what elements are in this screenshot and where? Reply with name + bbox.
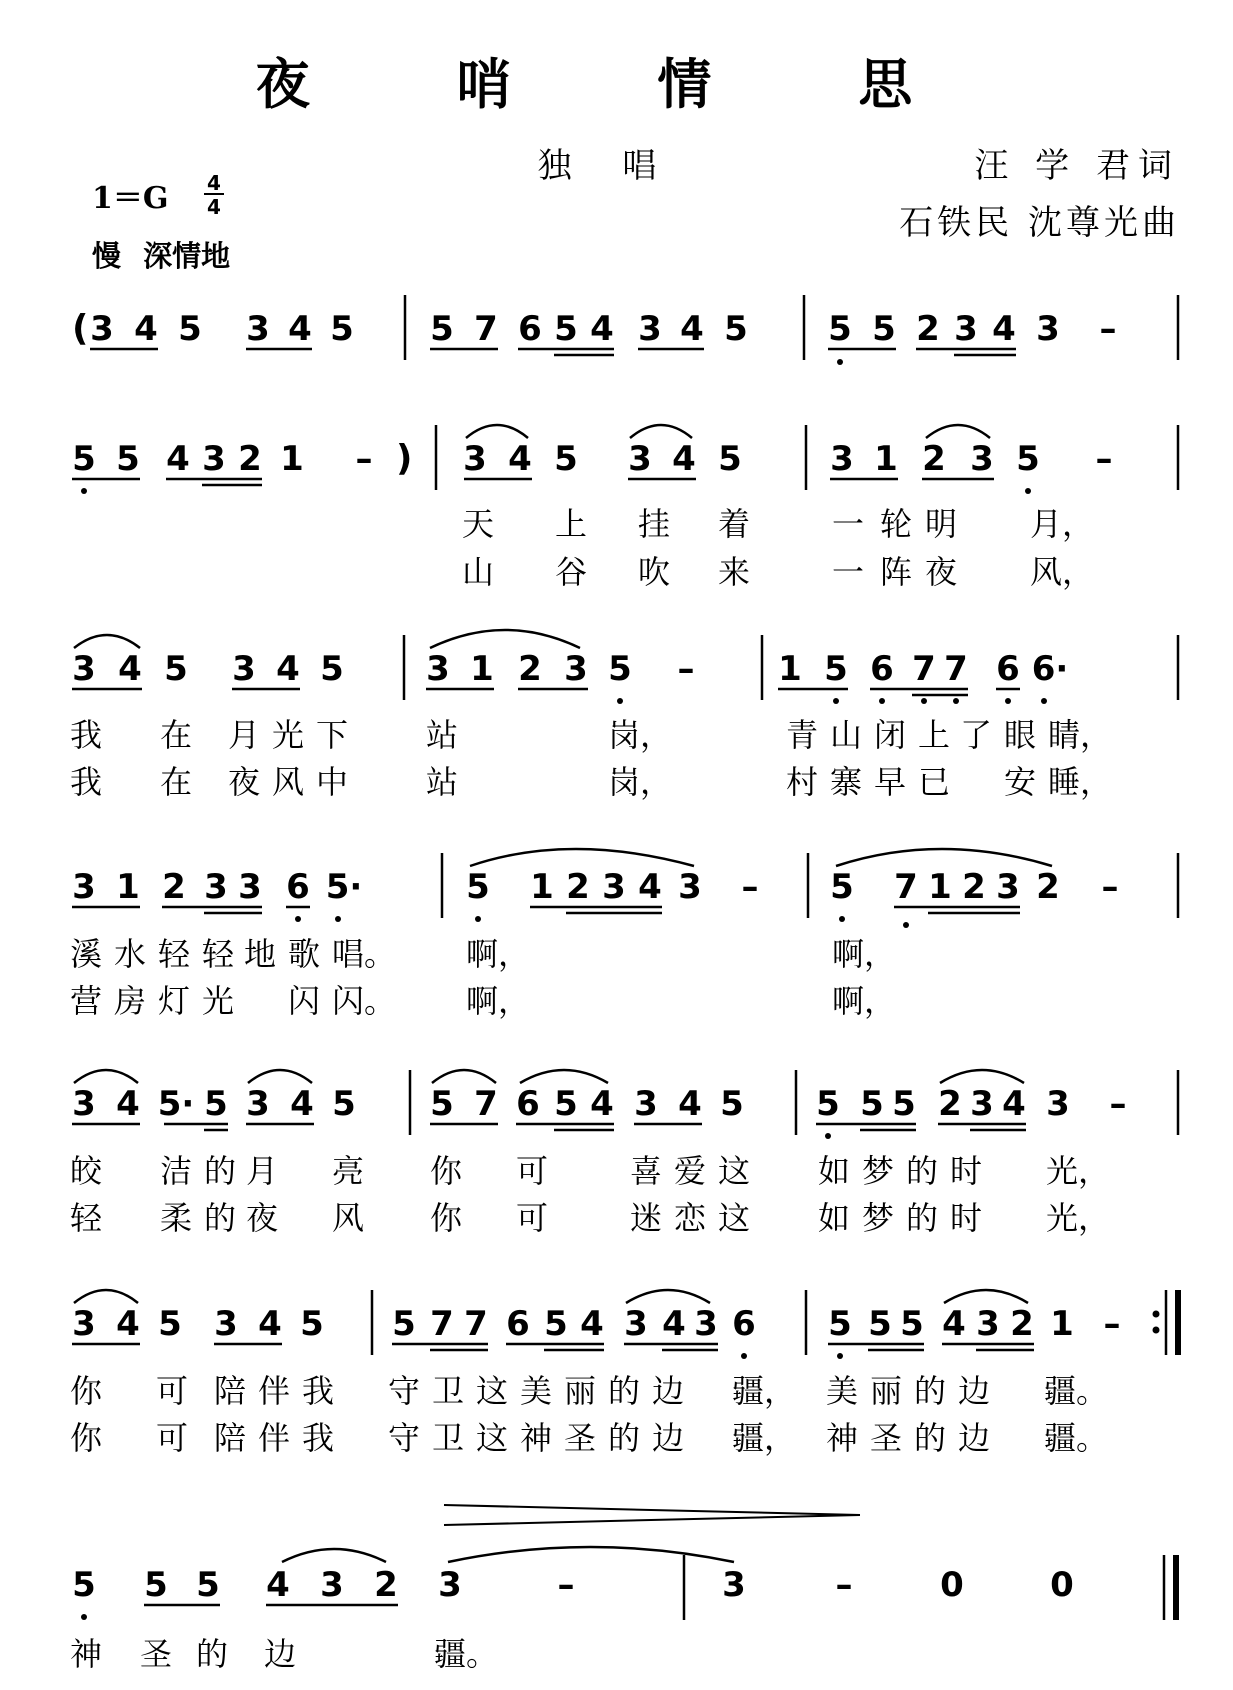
performance-type: 独 唱	[537, 146, 677, 186]
svg-text:的: 的	[204, 1152, 237, 1190]
svg-text:5: 5	[718, 439, 742, 479]
svg-text:伴: 伴	[258, 1419, 291, 1457]
score-line-1	[72, 295, 1178, 365]
svg-text:挂: 挂	[638, 505, 671, 543]
svg-text:3: 3	[628, 439, 652, 479]
svg-text:安: 安	[1004, 763, 1037, 801]
svg-text:3: 3	[1036, 309, 1060, 349]
svg-text:边: 边	[958, 1419, 991, 1457]
svg-text:4: 4	[290, 1084, 314, 1124]
svg-text:4: 4	[508, 439, 532, 479]
svg-text:歌: 歌	[288, 935, 321, 973]
svg-text:营: 营	[70, 982, 103, 1020]
svg-text:–: –	[741, 867, 759, 907]
svg-text:3: 3	[564, 649, 588, 689]
svg-text:5: 5	[300, 1304, 324, 1344]
svg-text:4: 4	[680, 309, 704, 349]
svg-text:4: 4	[942, 1304, 966, 1344]
svg-text:你: 你	[430, 1152, 463, 1190]
svg-text:的: 的	[906, 1199, 939, 1237]
time-signature-bottom: 4	[207, 195, 221, 219]
lyrics-line-6	[70, 1372, 1108, 1457]
svg-text:中: 中	[316, 763, 349, 801]
svg-text:6·: 6·	[1031, 649, 1069, 689]
svg-text:3: 3	[246, 1084, 270, 1124]
svg-text:3: 3	[320, 1565, 344, 1605]
svg-text:风: 风	[272, 763, 305, 801]
svg-text:2: 2	[566, 867, 590, 907]
svg-text:夜: 夜	[228, 763, 261, 801]
svg-text:–: –	[677, 649, 695, 689]
svg-text:这: 这	[476, 1372, 509, 1410]
svg-text:5·: 5·	[325, 867, 363, 907]
svg-text:的: 的	[608, 1372, 641, 1410]
score-line-2	[72, 425, 1178, 591]
svg-text:山: 山	[462, 553, 495, 591]
svg-text:轻: 轻	[70, 1199, 103, 1237]
svg-text:光，: 光，	[1046, 1152, 1111, 1190]
svg-text:5: 5	[554, 1084, 578, 1124]
svg-text:5: 5	[900, 1304, 924, 1344]
svg-text:3: 3	[970, 439, 994, 479]
svg-text:7: 7	[474, 309, 498, 349]
svg-text:我: 我	[70, 716, 103, 754]
svg-text:睛，: 睛，	[1048, 716, 1113, 754]
svg-text:闪: 闪	[288, 982, 321, 1020]
svg-text:4: 4	[116, 1304, 140, 1344]
svg-text:这: 这	[718, 1199, 751, 1237]
svg-text:6: 6	[732, 1304, 756, 1344]
svg-text:5: 5	[1016, 439, 1040, 479]
svg-text:5: 5	[164, 649, 188, 689]
svg-text:已: 已	[918, 763, 951, 801]
score-line-7	[70, 1505, 1176, 1673]
svg-text:下: 下	[316, 716, 349, 754]
svg-text:3: 3	[72, 1304, 96, 1344]
svg-text:4: 4	[638, 867, 662, 907]
svg-text:3: 3	[996, 867, 1020, 907]
svg-text:可: 可	[516, 1152, 549, 1190]
svg-text:–: –	[557, 1565, 575, 1605]
score-line-5	[70, 1070, 1178, 1237]
svg-text:5: 5	[554, 309, 578, 349]
svg-text:5: 5	[860, 1084, 884, 1124]
svg-text:站: 站	[426, 763, 459, 801]
svg-text:时: 时	[950, 1152, 983, 1190]
svg-text:我: 我	[302, 1372, 335, 1410]
svg-text:3: 3	[970, 1084, 994, 1124]
svg-text:2: 2	[922, 439, 946, 479]
svg-text:边: 边	[264, 1635, 297, 1673]
svg-text:卫: 卫	[432, 1372, 465, 1410]
song-title: 夜 哨 情 思	[255, 52, 977, 116]
svg-text:疆。: 疆。	[1044, 1419, 1109, 1457]
svg-text:–: –	[1095, 439, 1113, 479]
svg-text:5: 5	[724, 309, 748, 349]
svg-text:1: 1	[928, 867, 952, 907]
svg-text:): )	[396, 438, 413, 479]
svg-text:5: 5	[204, 1084, 228, 1124]
svg-text:1: 1	[778, 649, 802, 689]
svg-text:5: 5	[544, 1304, 568, 1344]
svg-text:啊，: 啊，	[466, 982, 531, 1020]
svg-text:3: 3	[238, 867, 262, 907]
svg-text:边: 边	[958, 1372, 991, 1410]
svg-text:4: 4	[288, 309, 312, 349]
svg-text:轻: 轻	[158, 935, 191, 973]
svg-text:阵: 阵	[880, 553, 913, 591]
svg-text:(: (	[72, 308, 89, 349]
lyrics-line-3	[70, 716, 1112, 801]
svg-text:来: 来	[718, 553, 751, 591]
svg-text:5: 5	[892, 1084, 916, 1124]
svg-text:溪: 溪	[70, 935, 103, 973]
svg-text:丽: 丽	[564, 1372, 597, 1410]
svg-text:5: 5	[720, 1084, 744, 1124]
svg-text:早: 早	[874, 763, 907, 801]
svg-text:3: 3	[214, 1304, 238, 1344]
svg-text:5: 5	[830, 867, 854, 907]
svg-text:卫: 卫	[432, 1419, 465, 1457]
svg-text:4: 4	[992, 309, 1016, 349]
svg-text:3: 3	[830, 439, 854, 479]
svg-text:2: 2	[938, 1084, 962, 1124]
svg-text:啊，: 啊，	[832, 935, 897, 973]
svg-text:睡，: 睡，	[1048, 763, 1113, 801]
svg-text:–: –	[355, 439, 373, 479]
svg-text:7: 7	[944, 649, 968, 689]
svg-text:7: 7	[430, 1304, 454, 1344]
svg-text:啊，: 啊，	[832, 982, 897, 1020]
svg-text:4: 4	[1002, 1084, 1026, 1124]
svg-text:洁: 洁	[160, 1152, 193, 1190]
svg-text:3: 3	[426, 649, 450, 689]
svg-text:1: 1	[874, 439, 898, 479]
svg-text:7: 7	[474, 1084, 498, 1124]
svg-text:4: 4	[590, 309, 614, 349]
svg-text:3: 3	[202, 439, 226, 479]
svg-text:疆。: 疆。	[434, 1635, 499, 1673]
svg-text:疆。: 疆。	[1044, 1372, 1109, 1410]
svg-text:迷: 迷	[630, 1199, 663, 1237]
svg-text:2: 2	[374, 1565, 398, 1605]
svg-text:3: 3	[602, 867, 626, 907]
svg-text:5: 5	[72, 439, 96, 479]
lyricist-credit: 汪 学 君词	[974, 146, 1180, 186]
svg-text:圣: 圣	[140, 1635, 173, 1673]
svg-text:灯: 灯	[158, 982, 191, 1020]
svg-text:4: 4	[266, 1565, 290, 1605]
svg-text:岗，: 岗，	[608, 716, 673, 754]
svg-text:6: 6	[516, 1084, 540, 1124]
svg-text:唱。: 唱。	[332, 935, 397, 973]
svg-text:明: 明	[925, 505, 958, 543]
svg-text:柔: 柔	[160, 1199, 193, 1237]
lyrics-line-7	[70, 1635, 498, 1673]
svg-text:1: 1	[116, 867, 140, 907]
svg-text:6: 6	[996, 649, 1020, 689]
svg-text:5: 5	[196, 1565, 220, 1605]
svg-text:3: 3	[1046, 1084, 1070, 1124]
svg-text:6: 6	[506, 1304, 530, 1344]
svg-text:–: –	[1099, 309, 1117, 349]
svg-text:4: 4	[258, 1304, 282, 1344]
svg-text:3: 3	[463, 439, 487, 479]
svg-text:3: 3	[694, 1304, 718, 1344]
svg-text:岗，: 岗，	[608, 763, 673, 801]
svg-text:的: 的	[196, 1635, 229, 1673]
svg-text:4: 4	[166, 439, 190, 479]
svg-text:5: 5	[872, 309, 896, 349]
svg-text:5: 5	[608, 649, 632, 689]
svg-text:3: 3	[954, 309, 978, 349]
svg-text:的: 的	[914, 1419, 947, 1457]
svg-text:光: 光	[202, 982, 235, 1020]
svg-text:1: 1	[1050, 1304, 1074, 1344]
svg-text:眼: 眼	[1004, 716, 1037, 754]
svg-text:2: 2	[1010, 1304, 1034, 1344]
svg-text:神: 神	[826, 1419, 859, 1457]
svg-text:5: 5	[330, 309, 354, 349]
svg-text:5: 5	[116, 439, 140, 479]
svg-text:可: 可	[156, 1419, 189, 1457]
svg-text:1: 1	[470, 649, 494, 689]
svg-text:2: 2	[518, 649, 542, 689]
svg-text:守: 守	[388, 1372, 421, 1410]
svg-text:3: 3	[976, 1304, 1000, 1344]
svg-text:可: 可	[156, 1372, 189, 1410]
svg-text:边: 边	[652, 1419, 685, 1457]
svg-text:3: 3	[204, 867, 228, 907]
svg-text:5: 5	[868, 1304, 892, 1344]
svg-text:–: –	[1101, 867, 1119, 907]
svg-text:站: 站	[426, 716, 459, 754]
svg-text:5: 5	[828, 1304, 852, 1344]
score-line-3	[70, 630, 1178, 801]
svg-text:7: 7	[912, 649, 936, 689]
svg-text:6: 6	[870, 649, 894, 689]
svg-text:6: 6	[286, 867, 310, 907]
svg-text:的: 的	[914, 1372, 947, 1410]
svg-text:3: 3	[246, 309, 270, 349]
svg-text:–: –	[835, 1565, 853, 1605]
svg-text:的: 的	[204, 1199, 237, 1237]
svg-text:了: 了	[960, 716, 993, 754]
svg-text:房: 房	[114, 982, 147, 1020]
svg-text:着: 着	[718, 505, 751, 543]
svg-text:3: 3	[722, 1565, 746, 1605]
svg-text:0: 0	[940, 1565, 964, 1605]
svg-text:4: 4	[276, 649, 300, 689]
score-line-6	[70, 1290, 1178, 1457]
score-line-4	[70, 849, 1178, 1020]
svg-text:你: 你	[70, 1419, 103, 1457]
svg-text:梦: 梦	[862, 1152, 895, 1190]
svg-text:6: 6	[518, 309, 542, 349]
svg-text:边: 边	[652, 1372, 685, 1410]
svg-text:山: 山	[830, 716, 863, 754]
svg-text:光，: 光，	[1046, 1199, 1111, 1237]
svg-text:吹: 吹	[638, 553, 671, 591]
svg-text:1: 1	[530, 867, 554, 907]
svg-text:4: 4	[590, 1084, 614, 1124]
svg-text:啊，: 啊，	[466, 935, 531, 973]
svg-text:月: 月	[228, 716, 261, 754]
svg-text:3: 3	[90, 309, 114, 349]
svg-text:夜: 夜	[246, 1199, 279, 1237]
svg-text:3: 3	[634, 1084, 658, 1124]
svg-text:你: 你	[430, 1199, 463, 1237]
svg-text:水: 水	[114, 935, 147, 973]
svg-text:4: 4	[116, 1084, 140, 1124]
svg-text:3: 3	[638, 309, 662, 349]
svg-text:寨: 寨	[830, 763, 863, 801]
svg-text:5: 5	[332, 1084, 356, 1124]
svg-text:–: –	[1103, 1304, 1121, 1344]
svg-text:天: 天	[462, 505, 495, 543]
svg-text:3: 3	[72, 1084, 96, 1124]
svg-text:亮: 亮	[332, 1152, 365, 1190]
svg-text:4: 4	[662, 1304, 686, 1344]
svg-text:5: 5	[466, 867, 490, 907]
svg-text:0: 0	[1050, 1565, 1074, 1605]
svg-text:5: 5	[320, 649, 344, 689]
svg-text:在: 在	[160, 716, 193, 754]
svg-text:2: 2	[162, 867, 186, 907]
tempo-marking: 慢 深情地	[92, 239, 231, 273]
svg-text:2: 2	[962, 867, 986, 907]
svg-text:这: 这	[718, 1152, 751, 1190]
svg-text:月，: 月，	[1030, 505, 1095, 543]
svg-text:青: 青	[786, 716, 819, 754]
svg-text:的: 的	[608, 1419, 641, 1457]
svg-text:风，: 风，	[1030, 553, 1095, 591]
svg-text:我: 我	[70, 763, 103, 801]
svg-text:1: 1	[280, 439, 304, 479]
svg-text:你: 你	[70, 1372, 103, 1410]
lyrics-line-4	[70, 935, 896, 1020]
svg-text:上: 上	[918, 716, 951, 754]
svg-text:3: 3	[72, 867, 96, 907]
svg-text:5: 5	[392, 1304, 416, 1344]
svg-text:美: 美	[826, 1372, 859, 1410]
svg-text:2: 2	[916, 309, 940, 349]
composer-credit: 石铁民 沈尊光曲	[899, 203, 1180, 243]
svg-text:谷: 谷	[555, 553, 588, 591]
svg-text:3: 3	[678, 867, 702, 907]
svg-text:5·: 5·	[157, 1084, 195, 1124]
svg-text:如: 如	[818, 1152, 851, 1190]
svg-text:月: 月	[246, 1152, 279, 1190]
svg-text:这: 这	[476, 1419, 509, 1457]
svg-text:在: 在	[160, 763, 193, 801]
svg-text:7: 7	[894, 867, 918, 907]
svg-text:疆，: 疆，	[732, 1372, 797, 1410]
svg-text:5: 5	[178, 309, 202, 349]
decrescendo-mark	[444, 1505, 860, 1525]
svg-text:喜: 喜	[630, 1152, 663, 1190]
svg-text:村: 村	[786, 763, 819, 801]
svg-text:闭: 闭	[874, 716, 907, 754]
svg-text:陪: 陪	[214, 1419, 247, 1457]
svg-text:4: 4	[134, 309, 158, 349]
lyrics-line-5	[70, 1152, 1110, 1237]
svg-text:4: 4	[118, 649, 142, 689]
svg-text:梦: 梦	[862, 1199, 895, 1237]
svg-text:圣: 圣	[564, 1419, 597, 1457]
svg-text:4: 4	[678, 1084, 702, 1124]
svg-text:轮: 轮	[880, 505, 913, 543]
svg-text:光: 光	[272, 716, 305, 754]
lyrics-line-2	[462, 505, 1094, 591]
svg-text:疆，: 疆，	[732, 1419, 797, 1457]
svg-text:地: 地	[244, 935, 277, 973]
key-signature	[92, 171, 224, 219]
svg-text:神: 神	[520, 1419, 553, 1457]
svg-text:–: –	[1109, 1084, 1127, 1124]
svg-text:的: 的	[906, 1152, 939, 1190]
svg-text:5: 5	[554, 439, 578, 479]
svg-text:3: 3	[438, 1565, 462, 1605]
svg-text:伴: 伴	[258, 1372, 291, 1410]
svg-text:5: 5	[430, 309, 454, 349]
svg-text:如: 如	[818, 1199, 851, 1237]
svg-text:闪。: 闪。	[332, 982, 397, 1020]
time-signature-top: 4	[207, 171, 221, 195]
svg-text:可: 可	[516, 1199, 549, 1237]
svg-text:3: 3	[72, 649, 96, 689]
svg-text:一: 一	[832, 553, 865, 591]
svg-text:时: 时	[950, 1199, 983, 1237]
svg-text:5: 5	[824, 649, 848, 689]
svg-text:我: 我	[302, 1419, 335, 1457]
svg-text:5: 5	[158, 1304, 182, 1344]
svg-text:恋: 恋	[674, 1199, 707, 1237]
svg-text:2: 2	[238, 439, 262, 479]
svg-text:7: 7	[464, 1304, 488, 1344]
svg-text:5: 5	[430, 1084, 454, 1124]
svg-text:圣: 圣	[870, 1419, 903, 1457]
svg-text:夜: 夜	[925, 553, 958, 591]
svg-text:爱: 爱	[674, 1152, 707, 1190]
svg-text:轻: 轻	[202, 935, 235, 973]
svg-text:5: 5	[828, 309, 852, 349]
svg-text:风: 风	[332, 1199, 365, 1237]
svg-text:3: 3	[232, 649, 256, 689]
svg-text:5: 5	[144, 1565, 168, 1605]
svg-text:5: 5	[72, 1565, 96, 1605]
svg-text:一: 一	[832, 505, 865, 543]
svg-text:2: 2	[1036, 867, 1060, 907]
svg-text:守: 守	[388, 1419, 421, 1457]
svg-text:4: 4	[672, 439, 696, 479]
svg-text:美: 美	[520, 1372, 553, 1410]
svg-text:3: 3	[624, 1304, 648, 1344]
svg-text:上: 上	[555, 505, 588, 543]
svg-text:陪: 陪	[214, 1372, 247, 1410]
svg-text:4: 4	[580, 1304, 604, 1344]
svg-text:丽: 丽	[870, 1372, 903, 1410]
svg-text:皎: 皎	[70, 1152, 103, 1190]
svg-text:神: 神	[70, 1635, 103, 1673]
key-tonic: 1＝G	[92, 181, 169, 216]
svg-text:5: 5	[816, 1084, 840, 1124]
